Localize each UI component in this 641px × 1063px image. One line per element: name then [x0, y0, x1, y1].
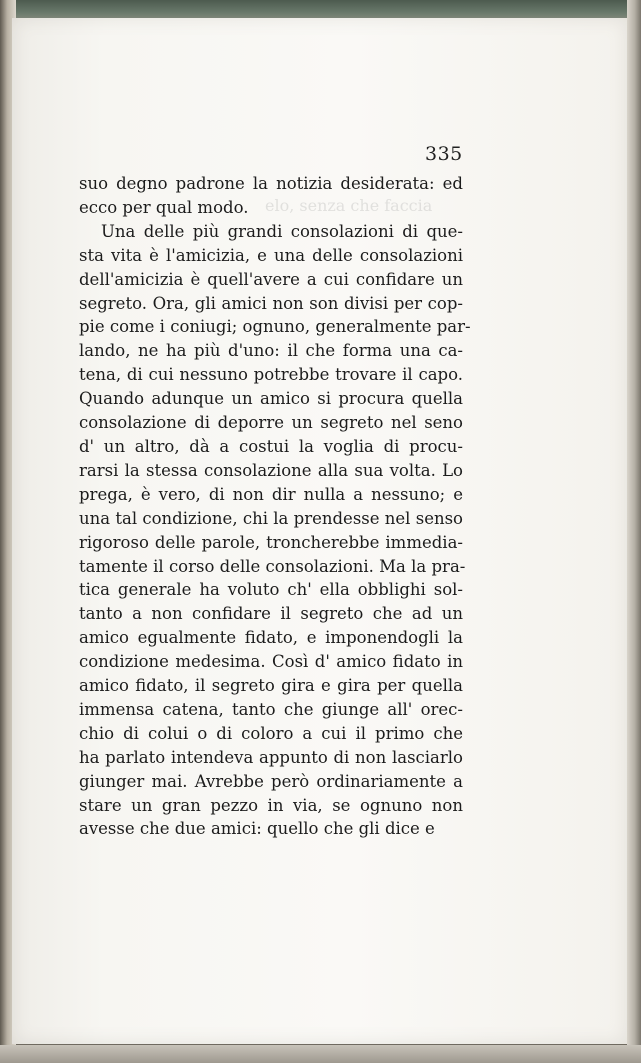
body-text	[79, 172, 471, 841]
text-line-7: pie come i coniugi; ognuno, generalmente par-	[79, 317, 471, 337]
text-line-28: avesse che due amici: quello che gli dice e	[79, 819, 435, 839]
right-page-edge	[627, 0, 641, 1063]
text-line-24: chio di colui o di coloro a cui il primo che	[79, 723, 463, 743]
text-line-5: dell'amicizia è quell'avere a cui confidare un	[79, 269, 463, 289]
text-line-25: ha parlato intendeva appunto di non lasciarlo	[79, 747, 463, 767]
text-line-9: tena, di cui nessuno potrebbe trovare il capo.	[79, 365, 463, 385]
text-line-23: immensa catena, tanto che giunge all' orec-	[79, 699, 463, 719]
text-line-3: Una delle più grandi consolazioni di que-	[101, 221, 463, 241]
bottom-page-edge	[0, 1045, 641, 1063]
text-line-15: una tal condizione, chi la prendesse nel senso	[79, 508, 463, 528]
text-line-17: tamente il corso delle consolazioni. Ma la pra-	[79, 556, 466, 576]
text-line-14: prega, è vero, di non dir nulla a nessuno; e	[79, 484, 463, 504]
text-line-12: d' un altro, dà a costui la voglia di procu-	[79, 436, 463, 456]
text-line-27: stare un gran pezzo in via, se ognuno non	[79, 795, 463, 815]
page-number: 335	[425, 143, 463, 165]
text-line-6: segreto. Ora, gli amici non son divisi per cop-	[79, 293, 463, 313]
text-line-10: Quando adunque un amico si procura quella	[79, 389, 463, 409]
text-line-22: amico fidato, il segreto gira e gira per quella	[79, 676, 463, 696]
text-line-19: tanto a non confidare il segreto che ad un	[79, 604, 463, 624]
text-line-4: sta vita è l'amicizia, e una delle consolazioni	[79, 245, 463, 265]
text-line-18: tica generale ha voluto ch' ella obblighi sol-	[79, 580, 463, 600]
text-line-11: consolazione di deporre un segreto nel seno	[79, 413, 463, 433]
bleed-through-text: elo, senza che faccia	[265, 196, 433, 215]
text-line-21: condizione medesima. Così d' amico fidato in	[79, 652, 463, 672]
text-line-16: rigoroso delle parole, troncherebbe immedia-	[79, 532, 463, 552]
text-line-20: amico egualmente fidato, e imponendogli la	[79, 628, 463, 648]
text-line-2: ecco per qual modo.	[79, 197, 249, 217]
text-line-8: lando, ne ha più d'uno: il che forma una ca-	[79, 341, 463, 361]
text-line-1: suo degno padrone la notizia desiderata: ed	[79, 174, 463, 193]
text-line-13: rarsi la stessa consolazione alla sua volta. Lo	[79, 460, 463, 480]
text-line-26: giunger mai. Avrebbe però ordinariamente a	[79, 771, 463, 791]
